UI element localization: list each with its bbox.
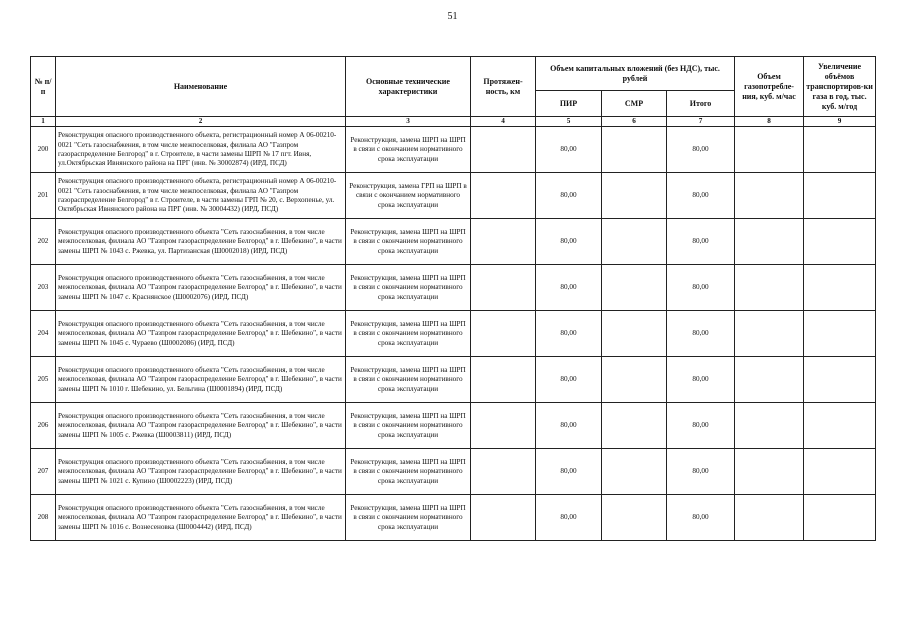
row-pir: 80,00: [536, 219, 602, 265]
row-smr: [602, 265, 667, 311]
header-smr: СМР: [602, 91, 667, 117]
row-name: Реконструкция опасного производственного объекта "Сеть газоснабжения, в том числе межпоселковая, филиала АО "Газпром газораспределение Белгород" в г. Шебекино", в части замены ШРП № 1005 с. Ржевка (Ш0003811) (ИРД, ПСД): [56, 403, 346, 449]
header-gas: Объем газопотребле-ния, куб. м/час: [735, 57, 804, 117]
row-pir: 80,00: [536, 311, 602, 357]
row-total: 80,00: [667, 219, 735, 265]
row-length: [471, 127, 536, 173]
row-increase: [804, 127, 876, 173]
table-row: [31, 495, 876, 541]
header-no: № п/п: [31, 57, 56, 117]
row-length: [471, 173, 536, 219]
row-smr: [602, 449, 667, 495]
row-total: 80,00: [667, 403, 735, 449]
row-tech: Реконструкция, замена ШРП на ШРП в связи с окончанием нормативного срока эксплуатации: [346, 495, 471, 541]
row-pir: 80,00: [536, 357, 602, 403]
row-pir: 80,00: [536, 403, 602, 449]
row-number: 208: [31, 495, 56, 541]
row-name: Реконструкция опасного производственного объекта, регистрационный номер А 06-00210-0021 "Сеть газоснабжения, в том числе межпоселковая, филиала АО "Газпром газораспределение Белгород" в г. Строителе, в части замены ШРП № 17 пгт. Ивня, ул.Октябрьская Ивнянского района на ПРГ (инв. № 30002874) (ИРД, ПСД): [56, 127, 346, 173]
row-gas: [735, 403, 804, 449]
row-length: [471, 403, 536, 449]
table-row: [31, 173, 876, 219]
row-gas: [735, 311, 804, 357]
row-increase: [804, 219, 876, 265]
column-number: 7: [667, 117, 735, 127]
row-gas: [735, 173, 804, 219]
row-tech: Реконструкция, замена ШРП на ШРП в связи с окончанием нормативного срока эксплуатации: [346, 219, 471, 265]
investment-table: [30, 56, 876, 541]
row-tech: Реконструкция, замена ШРП на ШРП в связи с окончанием нормативного срока эксплуатации: [346, 127, 471, 173]
table-row: [31, 449, 876, 495]
row-smr: [602, 495, 667, 541]
row-gas: [735, 449, 804, 495]
row-increase: [804, 357, 876, 403]
row-name: Реконструкция опасного производственного объекта "Сеть газоснабжения, в том числе межпоселковая, филиала АО "Газпром газораспределение Белгород" в г. Шебекино", в части замены ШРП № 1043 с. Ржевка, ул. Партизанская (Ш0002018) (ИРД, ПСД): [56, 219, 346, 265]
table-row: [31, 311, 876, 357]
row-total: 80,00: [667, 449, 735, 495]
row-pir: 80,00: [536, 449, 602, 495]
column-number: 1: [31, 117, 56, 127]
row-length: [471, 265, 536, 311]
column-number-row: [31, 117, 876, 127]
row-total: 80,00: [667, 173, 735, 219]
column-number: 5: [536, 117, 602, 127]
header-total: Итого: [667, 91, 735, 117]
header-tech: Основные технические характеристики: [346, 57, 471, 117]
row-total: 80,00: [667, 495, 735, 541]
row-number: 203: [31, 265, 56, 311]
row-name: Реконструкция опасного производственного объекта "Сеть газоснабжения, в том числе межпоселковая, филиала АО "Газпром газораспределение Белгород" в г. Шебекино", в части замены ШРП № 1045 с. Чураево (Ш0002086) (ИРД, ПСД): [56, 311, 346, 357]
table-row: [31, 219, 876, 265]
column-number: 8: [735, 117, 804, 127]
row-smr: [602, 219, 667, 265]
header-pir: ПИР: [536, 91, 602, 117]
row-length: [471, 357, 536, 403]
row-name: Реконструкция опасного производственного объекта "Сеть газоснабжения, в том числе межпоселковая, филиала АО "Газпром газораспределение Белгород" в г. Шебекино", в части замены ШРП № 1021 с. Купино (Ш0002223) (ИРД, ПСД): [56, 449, 346, 495]
row-number: 204: [31, 311, 56, 357]
header-name: Наименование: [56, 57, 346, 117]
table-row: [31, 265, 876, 311]
row-number: 200: [31, 127, 56, 173]
row-increase: [804, 449, 876, 495]
row-tech: Реконструкция, замена ШРП на ШРП в связи с окончанием нормативного срока эксплуатации: [346, 449, 471, 495]
row-name: Реконструкция опасного производственного объекта, регистрационный номер А 06-00210-0021 "Сеть газоснабжения, в том числе межпоселковая, филиала АО "Газпром газораспределение Белгород" в г. Строителе, в части замены ГРП № 20, с. Верхопенье, ул. Октябрьская Ивнянского района на ПРГ (инв. № 30004432) (ИРД, ПСД): [56, 173, 346, 219]
header-length: Протяжен-ность, км: [471, 57, 536, 117]
row-smr: [602, 311, 667, 357]
row-increase: [804, 173, 876, 219]
column-number: 3: [346, 117, 471, 127]
row-name: Реконструкция опасного производственного объекта "Сеть газоснабжения, в том числе межпоселковая, филиала АО "Газпром газораспределение Белгород" в г. Шебекино", в части замены ШРП № 1016 с. Вознесеновка (Ш0004442) (ИРД, ПСД): [56, 495, 346, 541]
row-pir: 80,00: [536, 127, 602, 173]
header-capital: Объем капитальных вложений (без НДС), тыс. рублей: [536, 57, 735, 91]
row-number: 202: [31, 219, 56, 265]
row-tech: Реконструкция, замена ШРП на ШРП в связи с окончанием нормативного срока эксплуатации: [346, 357, 471, 403]
table-body: [31, 127, 876, 541]
row-smr: [602, 357, 667, 403]
table-row: [31, 357, 876, 403]
row-increase: [804, 265, 876, 311]
row-gas: [735, 265, 804, 311]
row-number: 207: [31, 449, 56, 495]
row-tech: Реконструкция, замена ШРП на ШРП в связи с окончанием нормативного срока эксплуатации: [346, 311, 471, 357]
row-gas: [735, 495, 804, 541]
row-length: [471, 219, 536, 265]
page-number: 51: [447, 11, 458, 22]
row-smr: [602, 173, 667, 219]
row-name: Реконструкция опасного производственного объекта "Сеть газоснабжения, в том числе межпоселковая, филиала АО "Газпром газораспределение Белгород" в г. Шебекино", в части замены ШРП № 1010 г. Шебекино, ул. Бельгина (Ш0001894) (ИРД, ПСД): [56, 357, 346, 403]
row-total: 80,00: [667, 357, 735, 403]
row-increase: [804, 495, 876, 541]
row-number: 201: [31, 173, 56, 219]
row-length: [471, 495, 536, 541]
row-gas: [735, 127, 804, 173]
row-smr: [602, 127, 667, 173]
row-total: 80,00: [667, 265, 735, 311]
row-pir: 80,00: [536, 495, 602, 541]
row-number: 205: [31, 357, 56, 403]
row-length: [471, 449, 536, 495]
row-increase: [804, 311, 876, 357]
table-row: [31, 127, 876, 173]
row-tech: Реконструкция, замена ШРП на ШРП в связи с окончанием нормативного срока эксплуатации: [346, 403, 471, 449]
row-pir: 80,00: [536, 173, 602, 219]
row-tech: Реконструкция, замена ГРП на ШРП в связи с окончанием нормативного срока эксплуатации: [346, 173, 471, 219]
row-smr: [602, 403, 667, 449]
row-pir: 80,00: [536, 265, 602, 311]
row-number: 206: [31, 403, 56, 449]
column-number: 2: [56, 117, 346, 127]
column-number: 6: [602, 117, 667, 127]
table-row: [31, 403, 876, 449]
row-total: 80,00: [667, 311, 735, 357]
row-gas: [735, 357, 804, 403]
row-length: [471, 311, 536, 357]
header-row: [31, 57, 876, 91]
column-number: 4: [471, 117, 536, 127]
row-tech: Реконструкция, замена ШРП на ШРП в связи с окончанием нормативного срока эксплуатации: [346, 265, 471, 311]
header-increase: Увеличение объёмов транспортиров-ки газа в год, тыс. куб. м/год: [804, 57, 876, 117]
row-increase: [804, 403, 876, 449]
row-total: 80,00: [667, 127, 735, 173]
column-number: 9: [804, 117, 876, 127]
row-name: Реконструкция опасного производственного объекта "Сеть газоснабжения, в том числе межпоселковая, филиала АО "Газпром газораспределение Белгород" в г. Шебекино", в части замены ШРП № 1047 с. Краснянское (Ш0002076) (ИРД, ПСД): [56, 265, 346, 311]
row-gas: [735, 219, 804, 265]
